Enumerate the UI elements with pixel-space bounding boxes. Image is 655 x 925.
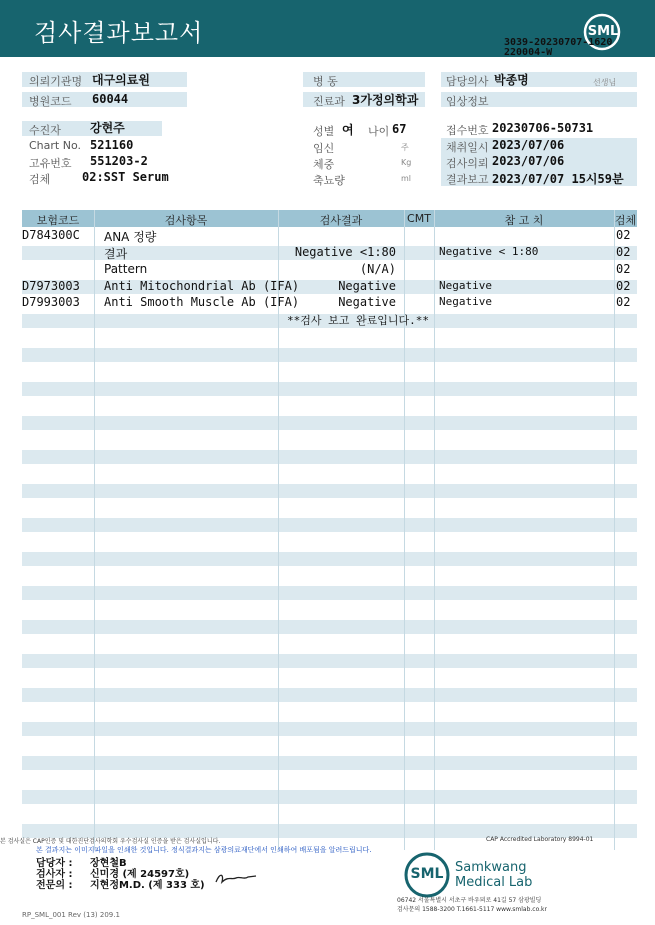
cell-ref: Negative bbox=[439, 295, 492, 308]
specimen-label: 검체 bbox=[29, 173, 51, 186]
chart-value: 521160 bbox=[90, 138, 134, 152]
table-stripe bbox=[22, 722, 637, 736]
cell-result: (N/A) bbox=[359, 262, 396, 276]
table-stripe bbox=[22, 484, 637, 498]
col-header-item: 검사항목 bbox=[164, 214, 208, 227]
weight-unit: Kg bbox=[401, 158, 412, 167]
cell-ref: Negative bbox=[439, 279, 492, 292]
table-stripe bbox=[22, 688, 637, 702]
lab-logo-text: SML bbox=[410, 866, 444, 882]
ward-label: 병 동 bbox=[313, 75, 338, 88]
col-divider bbox=[434, 210, 435, 850]
cell-spec: 02 bbox=[616, 228, 631, 242]
header-logo-text: SML bbox=[587, 24, 619, 39]
institution-value: 대구의료원 bbox=[92, 73, 150, 87]
notice-text: 본 결과지는 이미지파일을 인쇄한 것입니다. 정식결과지는 삼광의료재단에서 인쇄하여 배포됨을 알려드립니다. bbox=[36, 846, 372, 854]
chart-label: Chart No. bbox=[29, 139, 81, 152]
reporter-label: 담당자 : bbox=[36, 858, 73, 869]
col-header-code: 보험코드 bbox=[36, 214, 80, 227]
cap-text: CAP Accredited Laboratory 8994-01 bbox=[486, 836, 594, 843]
pregnancy-label: 임신 bbox=[313, 142, 335, 155]
col-divider bbox=[614, 210, 615, 850]
report-title: 검사결과보고서 bbox=[34, 19, 204, 47]
doc-number bbox=[504, 38, 612, 58]
signature-icon bbox=[214, 870, 258, 886]
table-stripe bbox=[22, 348, 637, 362]
specimen-value: 02:SST Serum bbox=[82, 170, 169, 184]
lab-phone: 검사문의 1588-3200 T.1661-5117 www.smlab.co.kr bbox=[397, 906, 547, 913]
reporter-name: 장현철B bbox=[90, 858, 127, 869]
cell-spec: 02 bbox=[616, 262, 631, 276]
doctor-suffix: 선생님 bbox=[593, 78, 617, 87]
table-stripe bbox=[22, 790, 637, 804]
report-value: 2023/07/07 15시59분 bbox=[492, 172, 624, 186]
col-header-result: 검사결과 bbox=[319, 214, 363, 227]
cell-item: Anti Mitochondrial Ab (IFA) bbox=[104, 279, 300, 293]
table-stripe bbox=[22, 654, 637, 668]
patient-label: 수진자 bbox=[29, 124, 61, 137]
urine-label: 축뇨량 bbox=[313, 174, 345, 187]
col-header-spec: 검체 bbox=[614, 214, 637, 227]
urine-unit: ml bbox=[401, 174, 412, 183]
cell-item: ANA 정량 bbox=[104, 230, 157, 244]
sex-label: 성별 bbox=[313, 125, 335, 138]
receipt-value: 20230706-50731 bbox=[492, 121, 594, 135]
cell-result: Negative bbox=[338, 295, 396, 309]
cell-result: Negative <1:80 bbox=[294, 245, 396, 259]
specialist-name: 지현정M.D. (제 333 호) bbox=[90, 880, 205, 891]
accreditation-text: 본 검사실은 CAP인증 및 대한진단검사의학회 우수검사실 인증을 받은 검사실입니다. bbox=[0, 838, 221, 845]
completion-message: **검사 보고 완료입니다.** bbox=[287, 314, 429, 327]
weight-label: 체중 bbox=[313, 158, 335, 171]
table-stripe bbox=[22, 586, 637, 600]
col-divider bbox=[94, 210, 95, 850]
specialist-label: 전문의 : bbox=[36, 880, 73, 891]
cell-result: Negative bbox=[338, 279, 396, 293]
age-value: 67 bbox=[392, 122, 407, 136]
col-header-ref: 참 고 치 bbox=[504, 214, 544, 227]
dept-label: 진료과 bbox=[313, 95, 345, 108]
pregnancy-unit: 주 bbox=[401, 143, 409, 152]
cell-spec: 02 bbox=[616, 295, 631, 309]
cell-spec: 02 bbox=[616, 245, 631, 259]
report-label: 결과보고 bbox=[446, 173, 489, 186]
table-stripe bbox=[22, 620, 637, 634]
table-stripe bbox=[22, 450, 637, 464]
cell-item: Anti Smooth Muscle Ab (IFA) bbox=[104, 295, 300, 309]
inspector-name: 신미경 (제 24597호) bbox=[90, 869, 190, 880]
receipt-label: 접수번호 bbox=[446, 124, 489, 137]
sex-value: 여 bbox=[342, 123, 354, 137]
collect-label: 채취일시 bbox=[446, 141, 489, 154]
form-number: RP_SML_001 Rev (13) 209.1 bbox=[22, 911, 120, 919]
inspector-label: 검사자 : bbox=[36, 869, 73, 880]
table-stripe bbox=[22, 382, 637, 396]
collect-value: 2023/07/06 bbox=[492, 138, 565, 152]
table-stripe bbox=[22, 552, 637, 566]
institution-label: 의뢰기관명 bbox=[29, 75, 83, 88]
cell-item: Pattern bbox=[104, 262, 148, 276]
id-label: 고유번호 bbox=[29, 157, 72, 170]
request-label: 검사의뢰 bbox=[446, 157, 489, 170]
id-value: 551203-2 bbox=[90, 154, 148, 168]
doc-number-line-2: 220004-W bbox=[504, 47, 553, 58]
doc-number-line-1: 3039-20230707-1620 bbox=[504, 37, 613, 48]
cell-item: 결과 bbox=[104, 247, 128, 261]
col-header-cmt: CMT bbox=[407, 212, 431, 225]
col-divider bbox=[404, 210, 405, 850]
patient-value: 강현주 bbox=[90, 121, 125, 135]
hospital-code-label: 병원코드 bbox=[29, 95, 72, 108]
table-stripe bbox=[22, 756, 637, 770]
cell-ref: Negative < 1:80 bbox=[439, 245, 539, 258]
dept-value: 3가정의학과 bbox=[352, 93, 419, 107]
cell-code: D7973003 bbox=[22, 279, 80, 293]
table-stripe bbox=[22, 416, 637, 430]
cell-spec: 02 bbox=[616, 279, 631, 293]
request-value: 2023/07/06 bbox=[492, 154, 565, 168]
doctor-value: 박종명 bbox=[494, 73, 529, 87]
cell-code: D7993003 bbox=[22, 295, 80, 309]
cell-code: D784300C bbox=[22, 228, 80, 242]
lab-name-line-1: Samkwang bbox=[455, 860, 527, 875]
table-stripe bbox=[22, 518, 637, 532]
hospital-code-value: 60044 bbox=[92, 92, 129, 106]
lab-name-line-2: Medical Lab bbox=[455, 875, 533, 890]
clinical-label: 임상정보 bbox=[446, 95, 489, 108]
doctor-label: 담당의사 bbox=[446, 75, 489, 88]
lab-address: 06742 서울특별시 서초구 바우뫼로 41길 57 삼광빌딩 bbox=[397, 897, 542, 904]
age-label: 나이 bbox=[368, 125, 390, 138]
